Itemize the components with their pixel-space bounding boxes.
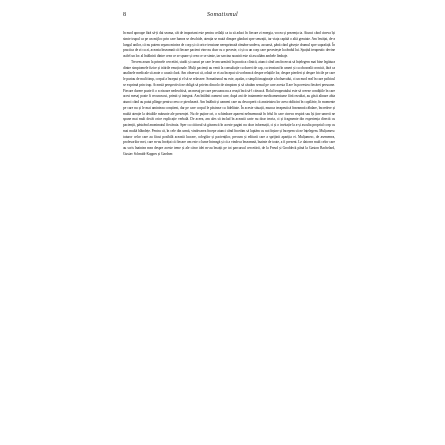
page-number: 8	[123, 12, 126, 18]
paragraph-1: în mod aproape fără să-ți dai seama, cât de important este pentru ceilalți ca tu să aduci în fiecare zi energia, vocea și prezența ta. Atunci când cineva își simte trupul ca pe un mijloc prin care lumea se deschide, atenția se mută dinspre gânduri spre senzații, iar viața capătă o altă greutate. Am învățat, de-a lungul anilor, că nu putem separa mintea de corp și că orice tensiune neexprimată rămâne undeva, ascunsă, până când găsește drumul spre suprafață. În practica de zi cu zi, aceasta înseamnă că fiecare pacient vine nu doar cu o poveste, ci și cu un corp care povestește la rândul lui. Spațiul terapeutic devine astfel un loc al întâlnirii dintre ceea ce se spune și ceea ce se simte, iar sarcina noastră este să ascultăm ambele limbaje.	[123, 31, 335, 58]
body-text	[123, 31, 335, 441]
paragraph-2: Trecem acum la primele cercetări, studii și cazuri pe care le-am urmărit în practica clinică, atunci când am încercat să înțelegem mai bine legătura dintre simptomele fizice și trăirile emoționale. Mulți pacienți au venit la consultație cu dureri de cap, cu tensiuni în umeri și cu oboseală cronică, fără ca analizele medicale să arate o cauză clară. Am observat că, odată ce ei au început să vorbească despre relațiile lor, despre pierderi și despre fricile pe care le purtau de mult timp, corpul a început și el să se relaxeze. Somatismul nu este, așadar, o simplă imaginație a bolnavului, ci un mod real în care psihicul se exprimă prin trup. Această perspectivă ne obligă să privim dincolo de simptom și să căutăm sensul pe care acesta îl are în povestea fiecărei persoane. Fiecare durere poate fi o scrisoare nedeschisă, un mesaj pe care persoana nu a reușit încă să-l citească. Rolul terapeutului este să creeze condițiile în care acest mesaj poate fi recunoscut, primit și integrat. Am întâlnit oameni care, după ani de tratamente medicamentoase fără rezultat, au găsit alinare abia atunci când au putut plânge pentru ceea ce pierduseră. Am întâlnit și oameni care au descoperit că anxietatea lor avea rădăcini în copilărie, în momente pe care nu și le mai aminteau conștient, dar pe care corpul le păstrase cu fidelitate. În aceste situații, munca terapeutică înseamnă răbdare, încredere și multă atenție la detaliile mărunte ale prezenței. Nu de puține ori, o schimbare aparent neînsemnată în felul în care cineva respiră sau își ține umerii ne spune mai mult decât orice explicație verbală. De aceea, am ales să includ în această carte nu doar teoria, ci și fragmente din experiența directă cu pacienții, păstrând anonimatul fiecăruia. Sper ca cititorul să găsească în aceste pagini nu doar informații, ci și o invitație la a-și asculta propriul corp cu mai multă blândețe. Pentru că, în cele din urmă, vindecarea începe atunci când încetăm să luptăm cu noi înșine și începem să ne înțelegem. Mulțumesc tuturor celor care au făcut posibilă această lucrare, colegilor și pacienților, precum și editurii care a sprijinit apariția ei. Mulțumesc, de asemenea, profesorilor mei, care m-au învățat că fiecare om este o lume întreagă și că a vindeca înseamnă, înainte de toate, a fi prezent. Le datorez mult celor care au scris înaintea mea despre aceste teme și ale căror idei m-au însoțit pe tot parcursul cercetării, de la Freud și Groddeck până la Gaston Bachelard, Gustav Schmidt-Kappes și Gardner.	[123, 59, 335, 156]
running-head-title: Somatismul	[206, 12, 238, 18]
running-head	[0, 11, 445, 23]
